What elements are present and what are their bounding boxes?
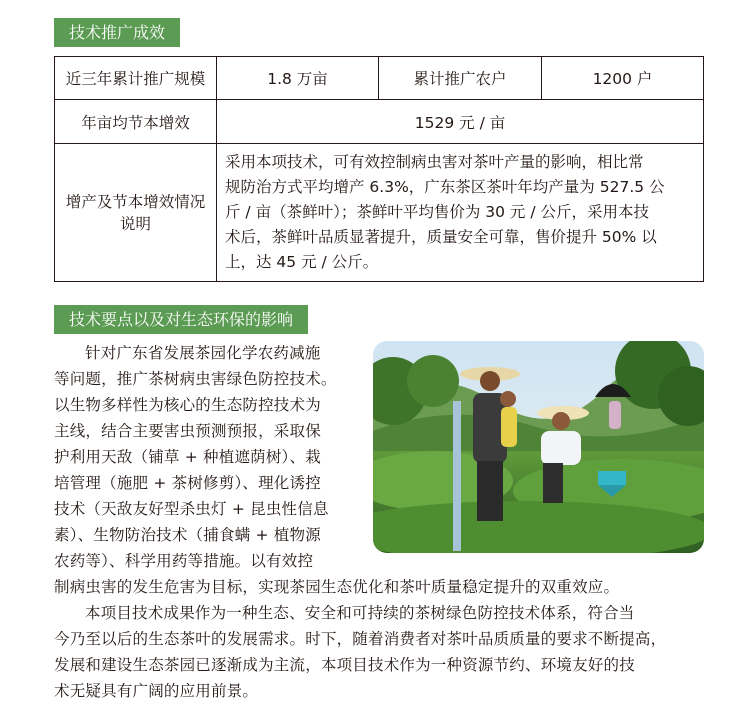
- explanation-line: 上，达 45 元 / 公斤。: [225, 253, 379, 271]
- section-title-promotion: 技术推广成效: [54, 18, 180, 47]
- section-title-key-points: 技术要点以及对生态环保的影响: [54, 305, 308, 334]
- households-label: 累计推广农户: [379, 57, 542, 100]
- paragraph-1-tail: 制病虫害的发生危害为目标，实现茶园生态优化和茶叶质量稳定提升的双重效应。: [54, 578, 620, 596]
- paragraph-1-wrapped: [54, 340, 366, 574]
- tea-garden-illustration: [373, 341, 704, 553]
- explanation-line: 规防治方式平均增产 6.3%，广东茶区茶叶年均产量为 527.5 公: [225, 178, 665, 196]
- paragraph-line: 本项目技术成果作为一种生态、安全和可持续的茶树绿色防控技术体系，符合当: [85, 604, 635, 622]
- paragraph-line: 技术（天敌友好型杀虫灯 + 昆虫性信息: [54, 500, 329, 518]
- paragraph-line: 发展和建设生态茶园已逐渐成为主流，本项目技术作为一种资源节约、环境友好的技: [54, 656, 635, 674]
- explanation-text: [217, 144, 704, 282]
- explanation-line: 采用本项技术，可有效控制病虫害对茶叶产量的影响，相比常: [225, 153, 644, 171]
- table-row: [55, 144, 704, 282]
- scale-value: 1.8 万亩: [217, 57, 379, 100]
- paragraph-line: 以生物多样性为核心的生态防控技术为: [54, 396, 321, 414]
- table-row: [55, 100, 704, 144]
- benefit-value: 1529 元 / 亩: [217, 100, 704, 144]
- paragraph-line: 等问题，推广茶树病虫害绿色防控技术。: [54, 370, 337, 388]
- households-value: 1200 户: [542, 57, 704, 100]
- paragraph-line: 主线，结合主要害虫预测预报，采取保: [54, 422, 321, 440]
- paragraph-line: 针对广东省发展茶园化学农药减施: [85, 344, 321, 362]
- promotion-stats-table: [54, 56, 704, 282]
- worker-figure: [500, 391, 517, 447]
- paragraph-line: 护利用天敌（铺草 + 种植遮荫树）、栽: [54, 448, 321, 466]
- explanation-label: [55, 144, 217, 282]
- scale-label: 近三年累计推广规模: [55, 57, 217, 100]
- benefit-label: 年亩均节本增效: [55, 100, 217, 144]
- explanation-label-line: 说明: [119, 214, 151, 233]
- paragraph-2: [54, 600, 706, 704]
- paragraph-line: 培管理（施肥 + 茶树修剪）、理化诱控: [54, 474, 321, 492]
- paragraph-line: 农药等）、科学用药等措施。以有效控: [54, 552, 314, 570]
- paragraph-line: 素）、生物防治技术（捕食螨 + 植物源: [54, 526, 321, 544]
- paragraph-line: 术无疑具有广阔的应用前景。: [54, 682, 259, 700]
- explanation-line: 术后，茶鲜叶品质显著提升，质量安全可靠，售价提升 50% 以: [225, 228, 657, 246]
- paragraph-line: 今乃至以后的生态茶叶的发展需求。时下，随着消费者对茶叶品质质量的要求不断提高，: [54, 630, 667, 648]
- explanation-line: 斤 / 亩（茶鲜叶）；茶鲜叶平均售价为 30 元 / 公斤，采用本技: [225, 203, 649, 221]
- tea-garden-photo: [373, 341, 704, 553]
- explanation-label-line: 增产及节本增效情况: [65, 192, 206, 211]
- table-row: [55, 57, 704, 100]
